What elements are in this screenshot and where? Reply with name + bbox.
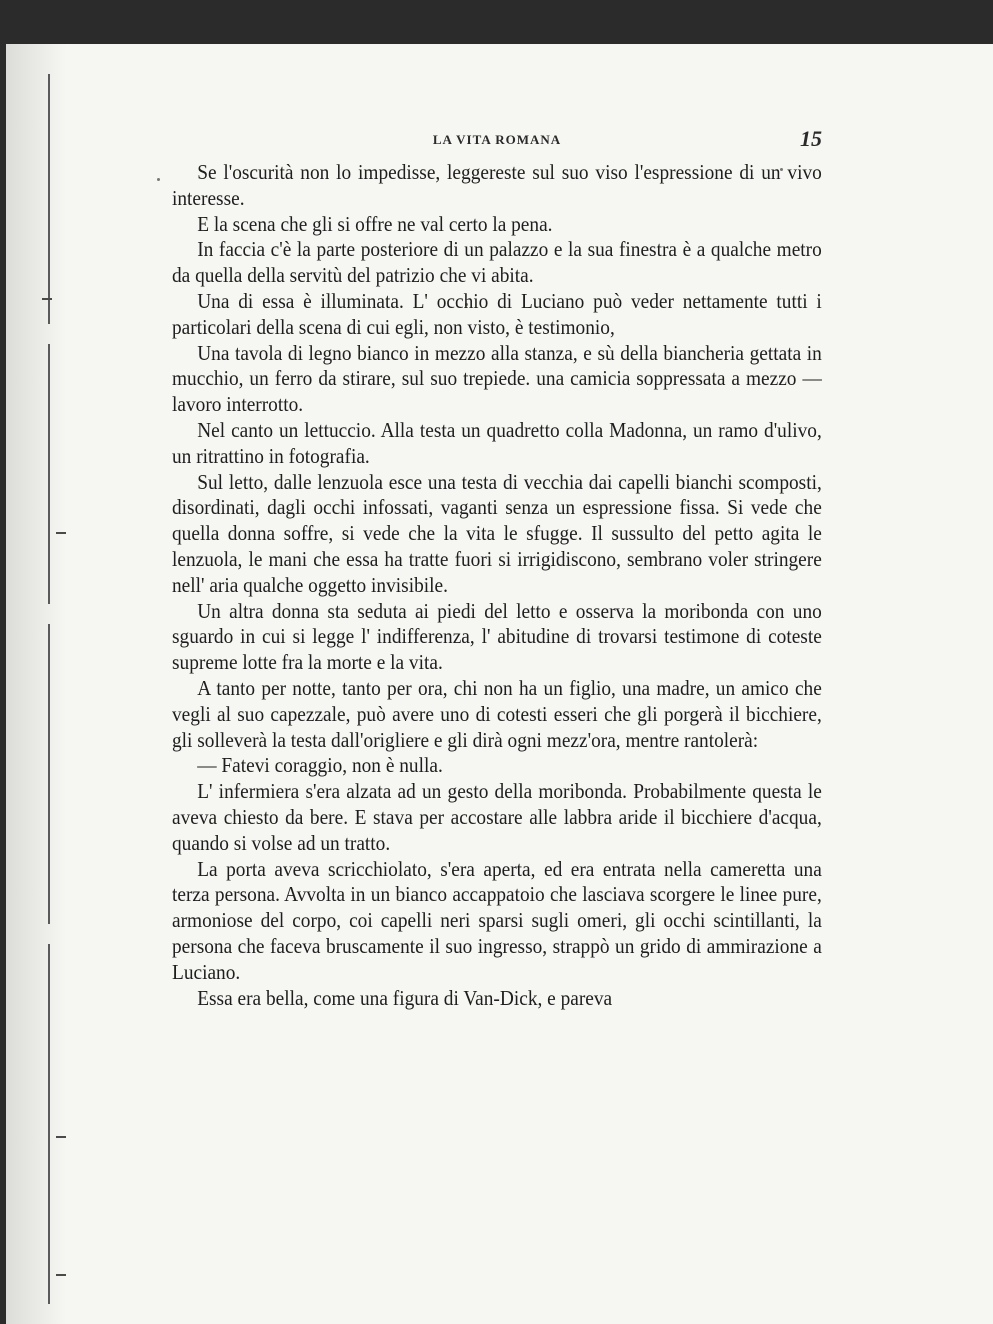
binding-edge-mark	[48, 344, 50, 604]
page-gutter-shadow	[6, 44, 66, 1324]
binding-tick	[42, 298, 52, 300]
body-text	[172, 160, 822, 1011]
binding-tick	[56, 1136, 66, 1138]
binding-tick	[56, 532, 66, 534]
paragraph: Essa era bella, come una figura di Van-Dick, e pareva	[197, 985, 613, 1010]
binding-tick	[56, 1274, 66, 1276]
binding-edge-mark	[48, 624, 50, 924]
paragraph: Se l'oscurità non lo impedisse, leggereste sul suo viso l'espressione di un vivo interesse.	[172, 160, 822, 210]
paragraph: Una tavola di legno bianco in mezzo alla stanza, e sù della biancheria gettata in mucchio, un ferro da stirare, sul suo trepiede. una camicia soppressata a mezzo — lavoro interrotto.	[172, 340, 822, 417]
paragraph: Sul letto, dalle lenzuola esce una testa di vecchia dai capelli bianchi scomposti, disordinati, dagli occhi infossati, vaganti senza un espressione fissa. Si vede che quella donna soffre, si vede che la vita le sfugge. Il sussulto del petto agita le lenzuola, le mani che essa ha tratte fuori si irrigidiscono, sembrano voler stringere nell' aria qualche oggetto invisibile.	[172, 469, 822, 597]
paragraph: Nel canto un lettuccio. Alla testa un quadretto colla Madonna, un ramo d'ulivo, un ritrattino in fotografia.	[172, 417, 822, 468]
running-head: LA VITA ROMANA	[432, 132, 562, 147]
binding-edge-mark	[48, 944, 50, 1304]
speck	[157, 178, 160, 181]
paragraph: L' infermiera s'era alzata ad un gesto della moribonda. Probabilmente questa le aveva chiesto da bere. E stava per accostare alle labbra aride il bicchiere d'acqua, quando si volse ad un tratto.	[172, 779, 822, 855]
page-header	[172, 128, 822, 152]
paragraph: Una di essa è illuminata. L' occhio di Luciano può veder nettamente tutti i particolari della scena di cui egli, non visto, è testimonio,	[172, 288, 822, 339]
paragraph: La porta aveva scricchiolato, s'era aperta, ed era entrata nella cameretta una terza persona. Avvolta in un bianco accappatoio che lasciava scorgere le linee pure, armoniose del corpo, coi capelli neri sparsi sugli omeri, gli occhi scintillanti, la persona che faceva bruscamente il suo ingresso, strappò un grido di ammirazione a Luciano.	[172, 856, 822, 984]
paragraph: E la scena che gli si offre ne val certo la pena.	[197, 211, 553, 236]
paragraph: In faccia c'è la parte posteriore di un palazzo e la sua finestra è a qualche metro da quella della servitù del patrizio che vi abita.	[172, 237, 822, 288]
paragraph: A tanto per notte, tanto per ora, chi non ha un figlio, una madre, un amico che vegli al suo capezzale, può avere uno di cotesti esseri che gli porgerà il bicchiere, gli solleverà la testa dall'origliere e gli dirà ogni mezz'ora, mentre rantolerà:	[172, 675, 822, 752]
page-number: 15	[800, 126, 822, 151]
binding-edge-mark	[48, 74, 50, 324]
paragraph: Un altra donna sta seduta ai piedi del letto e osserva la moribonda con uno sguardo in cui si legge l' indifferenza, l' abitudine di trovarsi testimone di coteste supreme lotte fra la morte e la vita.	[172, 598, 822, 675]
paragraph: — Fatevi coraggio, non è nulla.	[197, 753, 443, 778]
